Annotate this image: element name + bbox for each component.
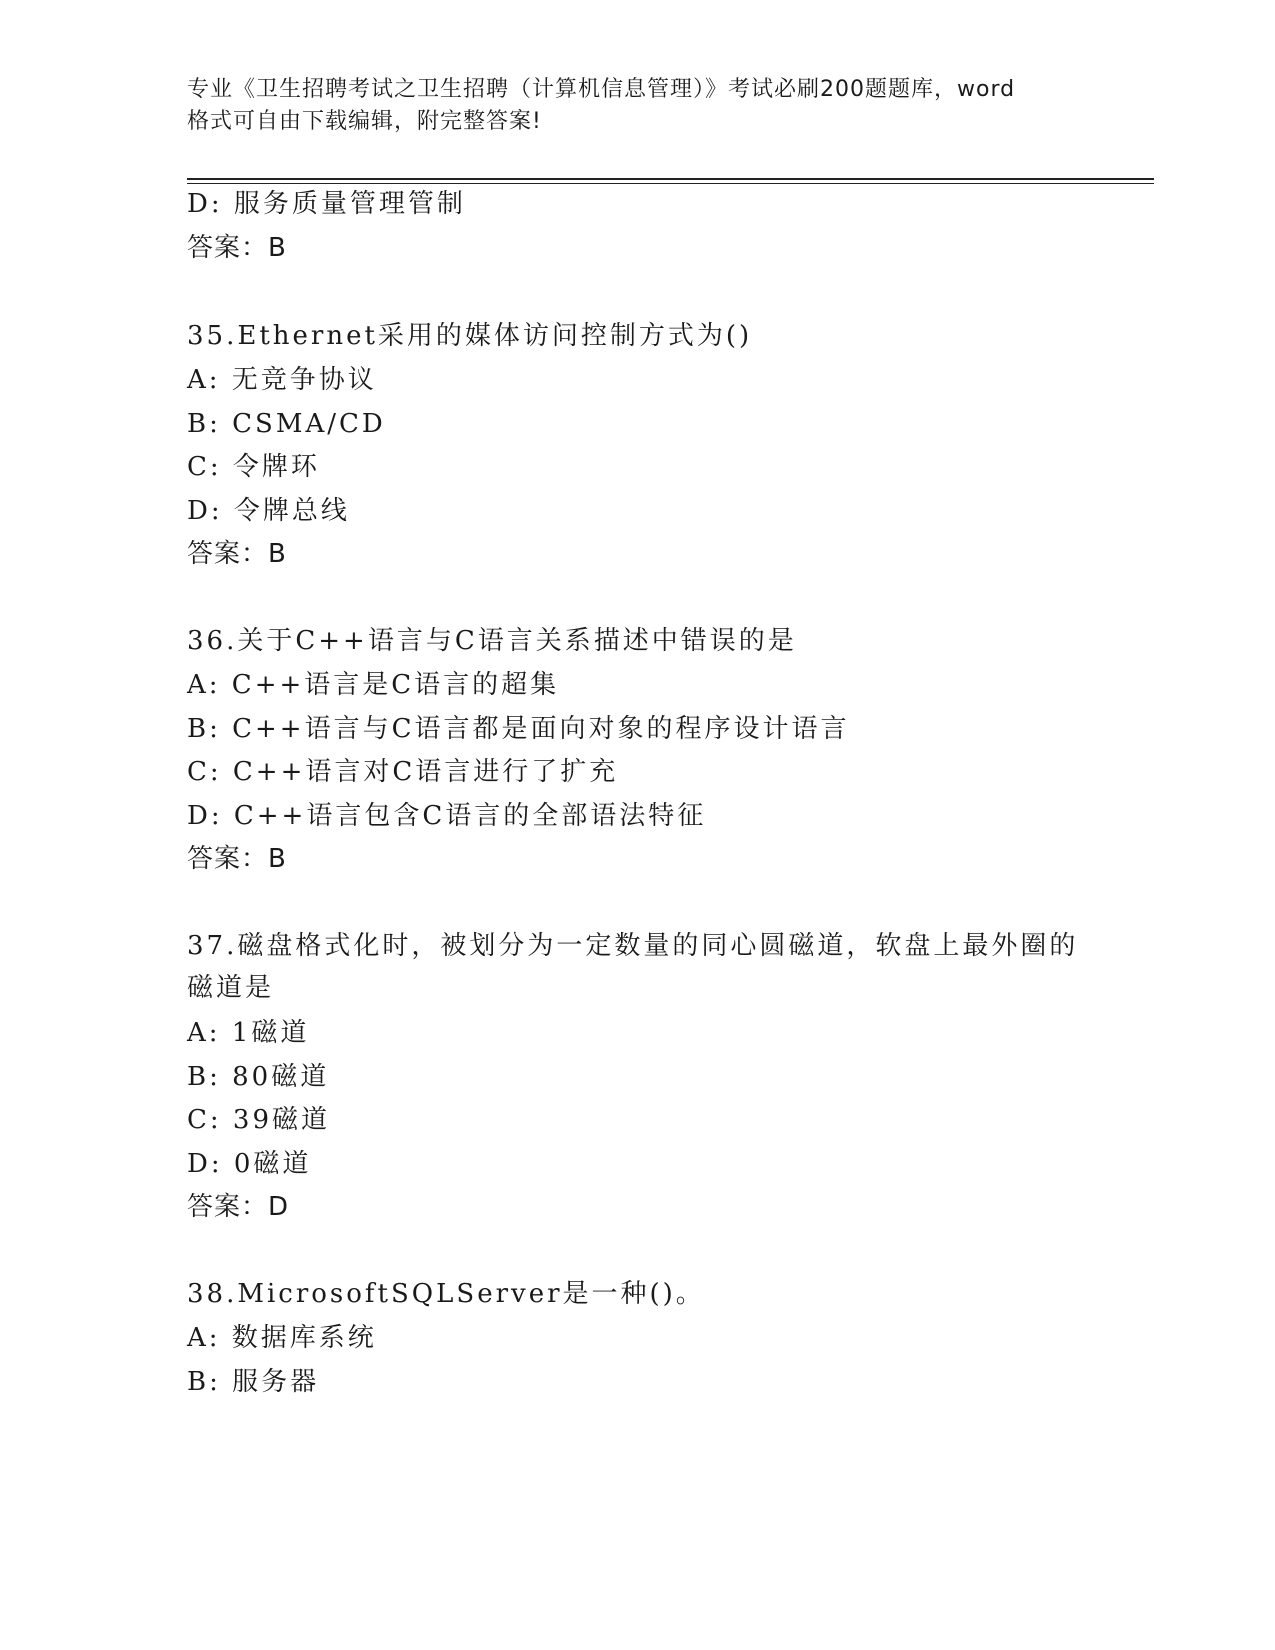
header-divider-thin bbox=[187, 183, 1154, 184]
q36-option-c: C: C++语言对C语言进行了扩充 bbox=[187, 757, 619, 787]
header-line-2: 格式可自由下载编辑，附完整答案! bbox=[187, 109, 542, 134]
q34-option-d: D: 服务质量管理管制 bbox=[187, 189, 466, 219]
q38-option-a: A: 数据库系统 bbox=[187, 1323, 377, 1353]
q35-option-c: C: 令牌环 bbox=[187, 452, 320, 482]
q37-question-line-1: 37.磁盘格式化时，被划分为一定数量的同心圆磁道，软盘上最外圈的 bbox=[187, 931, 1079, 961]
q35-option-d: D: 令牌总线 bbox=[187, 496, 350, 526]
q37-question-line-2: 磁道是 bbox=[187, 973, 275, 1003]
q34-answer: 答案：B bbox=[187, 233, 287, 263]
header-line-1: 专业《卫生招聘考试之卫生招聘（计算机信息管理）》考试必刷200题题库，word bbox=[187, 77, 1016, 102]
q38-option-b: B: 服务器 bbox=[187, 1367, 320, 1397]
q37-option-b: B: 80磁道 bbox=[187, 1062, 330, 1092]
q35-option-b: B: CSMA/CD bbox=[187, 409, 386, 439]
q36-option-b: B: C++语言与C语言都是面向对象的程序设计语言 bbox=[187, 714, 850, 744]
q37-option-a: A: 1磁道 bbox=[187, 1018, 310, 1048]
q36-question: 36.关于C++语言与C语言关系描述中错误的是 bbox=[187, 626, 797, 656]
document-header bbox=[187, 74, 1087, 138]
q35-option-a: A: 无竞争协议 bbox=[187, 365, 377, 395]
q37-answer: 答案：D bbox=[187, 1192, 290, 1222]
q37-option-d: D: 0磁道 bbox=[187, 1149, 312, 1179]
q37-option-c: C: 39磁道 bbox=[187, 1105, 331, 1135]
q36-option-d: D: C++语言包含C语言的全部语法特征 bbox=[187, 801, 707, 831]
q35-answer: 答案：B bbox=[187, 539, 287, 569]
q36-answer: 答案：B bbox=[187, 844, 287, 874]
header-divider-thick bbox=[187, 178, 1154, 180]
q36-option-a: A: C++语言是C语言的超集 bbox=[187, 670, 560, 700]
q38-question: 38.MicrosoftSQLServer是一种()。 bbox=[187, 1279, 705, 1309]
q35-question: 35.Ethernet采用的媒体访问控制方式为() bbox=[187, 321, 753, 351]
